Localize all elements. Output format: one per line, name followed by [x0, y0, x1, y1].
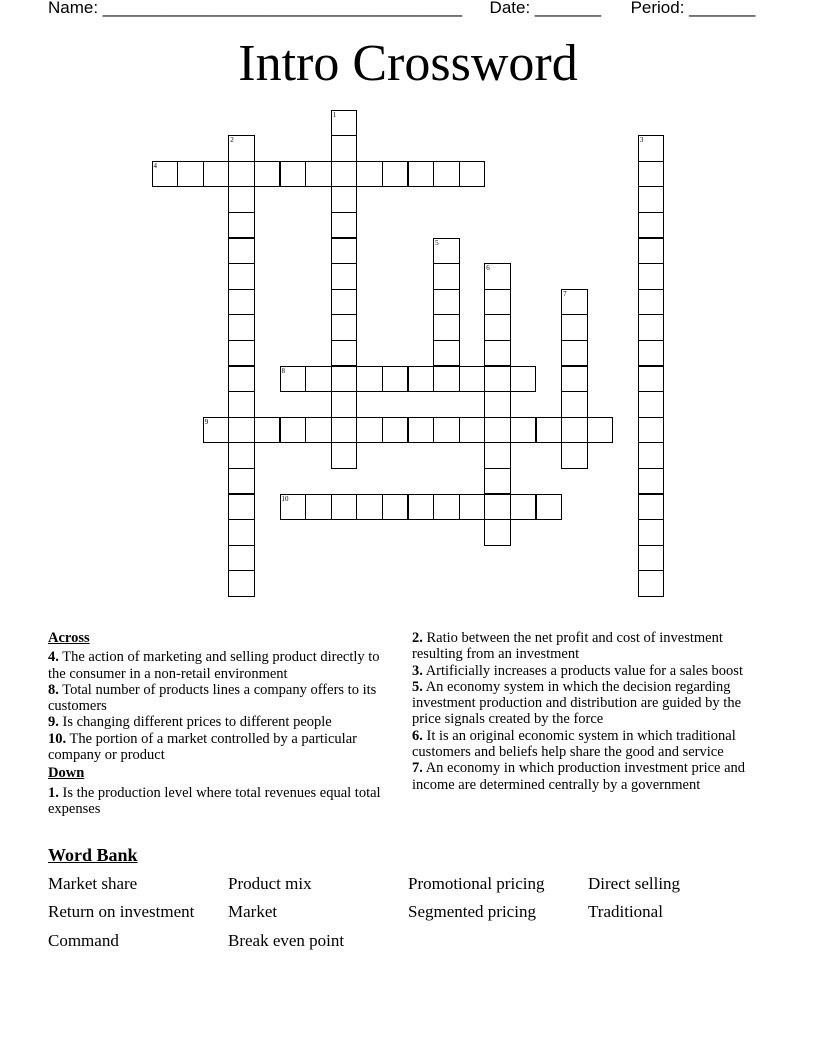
crossword-cell[interactable] [356, 417, 383, 444]
crossword-cell[interactable] [433, 314, 460, 341]
clue-number: 5. [412, 678, 423, 695]
crossword-cell[interactable] [484, 417, 511, 444]
crossword-cell[interactable] [638, 366, 665, 393]
crossword-cell[interactable] [484, 468, 511, 495]
crossword-cell[interactable] [331, 494, 358, 521]
clue-text: Artificially increases a products value for a sales boost [425, 662, 743, 679]
crossword-cell[interactable] [433, 417, 460, 444]
down-title: Down [48, 765, 85, 782]
clue-down-3 [412, 663, 757, 679]
crossword-cell[interactable] [228, 442, 255, 469]
crossword-cell[interactable] [484, 289, 511, 316]
crossword-cell[interactable] [638, 314, 665, 341]
clue-number: 7. [412, 760, 423, 777]
clue-text: The portion of a market controlled by a particular company or product [48, 730, 357, 764]
crossword-cell[interactable] [561, 289, 588, 316]
word-bank-item: Market [228, 902, 278, 921]
crossword-cell[interactable] [408, 494, 435, 521]
crossword-cell[interactable] [638, 161, 665, 188]
crossword-cell[interactable] [638, 519, 665, 546]
crossword-cell[interactable] [484, 263, 511, 290]
clue-down-5 [412, 679, 757, 728]
word-bank-item: Segmented pricing [408, 902, 536, 921]
across-title: Across [48, 630, 90, 646]
crossword-cell[interactable] [433, 340, 460, 367]
clue-number: 1. [48, 784, 59, 801]
crossword-cell[interactable] [331, 212, 358, 239]
crossword-cell[interactable] [280, 366, 307, 393]
clue-number-label: 10 [281, 494, 289, 503]
clue-number-label: 6 [486, 264, 490, 273]
clue-number: 8. [48, 681, 59, 698]
crossword-cell[interactable] [484, 391, 511, 418]
crossword-cell[interactable] [638, 391, 665, 418]
clue-number: 6. [412, 727, 423, 744]
crossword-cell[interactable] [510, 417, 537, 444]
name-field-label[interactable]: Name: ______________________________________ [48, 0, 463, 17]
clue-text: An economy system in which the decision regarding investment production and distribution are guided by the price signals created by the force [412, 678, 742, 728]
crossword-cell[interactable] [331, 442, 358, 469]
word-bank-item: Market share [48, 874, 138, 893]
clue-text: The action of marketing and selling product directly to the consumer in a non-retail environment [48, 649, 380, 682]
crossword-cell[interactable] [228, 212, 255, 239]
crossword-cell[interactable] [510, 494, 537, 521]
crossword-cell[interactable] [203, 417, 230, 444]
clue-number-label: 9 [204, 417, 209, 426]
crossword-cell[interactable] [408, 366, 435, 393]
clues-left-column [48, 630, 393, 817]
crossword-cell[interactable] [561, 391, 588, 418]
crossword-cell[interactable] [356, 161, 383, 188]
crossword-cell[interactable] [408, 161, 435, 188]
crossword-cell[interactable] [305, 494, 332, 521]
word-bank-item: Product mix [228, 874, 312, 893]
crossword-cell[interactable] [587, 417, 614, 444]
clue-number: 10. [48, 730, 67, 747]
crossword-cell[interactable] [638, 135, 665, 162]
clues-right-column [412, 630, 757, 840]
crossword-cell[interactable] [561, 442, 588, 469]
crossword-cell[interactable] [638, 238, 665, 265]
crossword-cell[interactable] [408, 417, 435, 444]
crossword-cell[interactable] [433, 161, 460, 188]
crossword-cell[interactable] [254, 417, 281, 444]
crossword-cell[interactable] [331, 135, 358, 162]
crossword-cell[interactable] [536, 417, 563, 444]
clue-number-label: 7 [563, 289, 567, 298]
crossword-cell[interactable] [356, 494, 383, 521]
clue-number-label: 1 [332, 110, 337, 119]
crossword-cell[interactable] [228, 238, 255, 265]
word-bank-item: Break even point [228, 931, 345, 950]
crossword-cell[interactable] [638, 263, 665, 290]
clue-number: 4. [48, 649, 59, 666]
crossword-cell[interactable] [459, 494, 486, 521]
crossword-cell[interactable] [203, 161, 230, 188]
clue-number: 2. [412, 630, 423, 646]
crossword-cell[interactable] [228, 366, 255, 393]
clue-number-label: 5 [435, 238, 439, 247]
crossword-cell[interactable] [228, 186, 255, 213]
crossword-cell[interactable] [484, 314, 511, 341]
crossword-cell[interactable] [433, 263, 460, 290]
crossword-cell[interactable] [561, 417, 588, 444]
crossword-cell[interactable] [382, 366, 409, 393]
crossword-cell[interactable] [331, 110, 358, 137]
clue-down-2 [412, 630, 757, 663]
crossword-cell[interactable] [331, 314, 358, 341]
crossword-cell[interactable] [561, 314, 588, 341]
crossword-cell[interactable] [433, 238, 460, 265]
word-bank-item: Traditional [588, 902, 663, 921]
clue-across-10 [48, 731, 393, 764]
crossword-cell[interactable] [228, 314, 255, 341]
clue-across-4 [48, 649, 393, 682]
crossword-cell[interactable] [638, 212, 665, 239]
crossword-cell[interactable] [484, 340, 511, 367]
crossword-cell[interactable] [638, 468, 665, 495]
crossword-cell[interactable] [484, 366, 511, 393]
crossword-cell[interactable] [228, 263, 255, 290]
crossword-cell[interactable] [331, 238, 358, 265]
crossword-cell[interactable] [331, 340, 358, 367]
clue-text: It is an original economic system in which traditional customers and beliefs help share the good and service [412, 727, 736, 761]
crossword-cell[interactable] [177, 161, 204, 188]
crossword-cell[interactable] [228, 135, 255, 162]
crossword-cell[interactable] [228, 519, 255, 546]
crossword-cell[interactable] [228, 161, 255, 188]
crossword-cell[interactable] [228, 494, 255, 521]
crossword-cell[interactable] [382, 161, 409, 188]
crossword-cell[interactable] [459, 366, 486, 393]
crossword-cell[interactable] [638, 340, 665, 367]
crossword-cell[interactable] [433, 289, 460, 316]
crossword-cell[interactable] [459, 417, 486, 444]
crossword-cell[interactable] [228, 289, 255, 316]
clue-down-1 [48, 785, 393, 818]
clue-number: 3. [412, 662, 423, 679]
crossword-cell[interactable] [331, 263, 358, 290]
crossword-cell[interactable] [280, 494, 307, 521]
crossword-cell[interactable] [305, 417, 332, 444]
page-title: Intro Crossword [238, 35, 578, 92]
crossword-cell[interactable] [510, 366, 537, 393]
crossword-cell[interactable] [254, 161, 281, 188]
crossword-cell[interactable] [433, 494, 460, 521]
clue-text: Is changing different prices to different people [62, 714, 332, 731]
clue-number: 9. [48, 714, 59, 731]
clue-down-6 [412, 728, 757, 761]
crossword-cell[interactable] [356, 366, 383, 393]
crossword-cell[interactable] [638, 186, 665, 213]
word-bank-item: Direct selling [588, 874, 681, 893]
crossword-cell[interactable] [536, 494, 563, 521]
word-bank-item: Promotional pricing [408, 874, 545, 893]
crossword-cell[interactable] [484, 494, 511, 521]
crossword-cell[interactable] [382, 417, 409, 444]
clue-text: Is the production level where total revenues equal total expenses [48, 784, 381, 817]
clue-text: Total number of products lines a company offers to its customers [48, 681, 377, 715]
clue-number-label: 8 [281, 366, 285, 375]
crossword-cell[interactable] [638, 545, 665, 572]
crossword-cell[interactable] [382, 494, 409, 521]
crossword-cell[interactable] [228, 391, 255, 418]
crossword-cell[interactable] [638, 570, 665, 597]
crossword-cell[interactable] [638, 417, 665, 444]
crossword-cell[interactable] [280, 161, 307, 188]
crossword-cell[interactable] [459, 161, 486, 188]
clue-across-9 [48, 714, 393, 730]
clue-text: An economy in which production investment price and income are determined centrally by a government [412, 760, 746, 793]
word-bank-item: Command [48, 931, 119, 950]
crossword-cell[interactable] [280, 417, 307, 444]
word-bank-item: Return on investment [48, 902, 195, 921]
crossword-cell[interactable] [561, 340, 588, 367]
crossword-cell[interactable] [331, 417, 358, 444]
crossword-cell[interactable] [638, 442, 665, 469]
clue-down-7 [412, 760, 757, 793]
word-bank-title: Word Bank [48, 845, 138, 865]
clue-number-label: 3 [639, 136, 644, 145]
crossword-cell[interactable] [331, 289, 358, 316]
clue-text: Ratio between the net profit and cost of investment resulting from an investment [412, 630, 723, 663]
crossword-cell[interactable] [228, 545, 255, 572]
crossword-cell[interactable] [484, 519, 511, 546]
period-field-label[interactable]: Period: _______ [630, 0, 756, 17]
crossword-cell[interactable] [228, 468, 255, 495]
crossword-cell[interactable] [331, 366, 358, 393]
crossword-cell[interactable] [638, 494, 665, 521]
clue-number-label: 2 [230, 136, 234, 145]
crossword-cell[interactable] [484, 442, 511, 469]
crossword-cell[interactable] [638, 289, 665, 316]
crossword-cell[interactable] [331, 391, 358, 418]
date-field-label[interactable]: Date: _______ [489, 0, 602, 17]
crossword-cell[interactable] [433, 366, 460, 393]
crossword-cell[interactable] [331, 161, 358, 188]
crossword-cell[interactable] [228, 340, 255, 367]
clue-number-label: 4 [153, 161, 157, 170]
crossword-cell[interactable] [152, 161, 179, 188]
crossword-cell[interactable] [228, 570, 255, 597]
crossword-cell[interactable] [305, 161, 332, 188]
clue-across-8 [48, 682, 393, 715]
crossword-cell[interactable] [331, 186, 358, 213]
crossword-cell[interactable] [305, 366, 332, 393]
crossword-cell[interactable] [561, 366, 588, 393]
crossword-cell[interactable] [228, 417, 255, 444]
